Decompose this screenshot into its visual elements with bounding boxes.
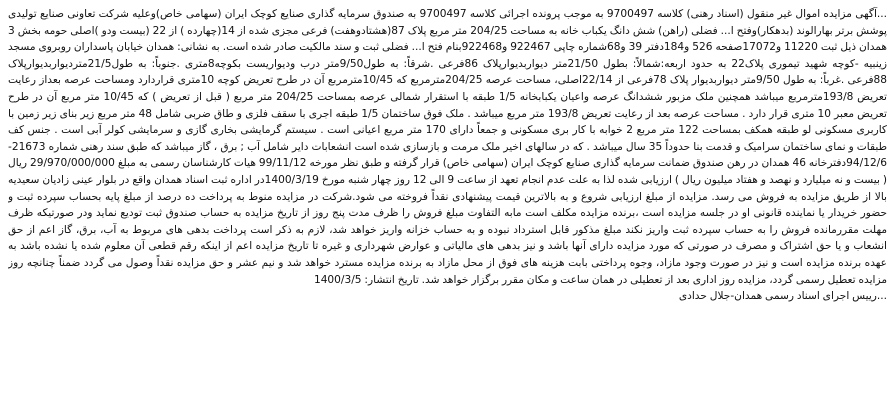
auction-notice xyxy=(8,6,887,405)
notice-signature: ...رییس اجرای اسناد رسمی همدان-جلال حدادی xyxy=(678,290,887,303)
notice-body-text: ...آگهی مزایده اموال غیر منقول (اسناد رهنی) کلاسه 9700497 به موجب پرونده اجرائی کلاسه 9700497 به صندوق سرمایه گذاری صنایع کوچک ایران (سهامی خاص)وعلیه شرکت تعاونی صنایع تولیدی پوشش برتر بهارالوند (بدهکار)وفتح ا... فضلی (راهن) شش دانگ یکباب خانه به مساحت 204/25 متر مربع پلاک 87(هشتادوهفت) فرعی مجزی شده از 14(چهارده ) از 22 (بیست ودو )اصلی حومه بخش 3 همدان ذیل ثبت 11220 و17072صفحه 526 و184دفتر 39 و68شماره چاپی 922467 و922468بنام فتح ا... فضلی ثبت و سند مالکیت صادر شده است. به نشانی: همدان خیابان پاسداران روبروی مسجد زینبیه -کوچه شهید تیموری پلاک22 به حدود اربعه:شمالاً: بطول 21/50متر دیواربدیوارپلاک 86فرعی .شرقاً: به طول9/50متر درب ودیواریست بکوچه8متری .جنوباً: به طول21/5متردیواربدیوارپلاک 88فرعی .غرباً: به طول 9/50متر دیواربدیوار پلاک 78فرعی از 22/14اصلی، مساحت عرصه 204/25مترمربع که 10/45مترمربع آن در طرح تعریض کوچه 10متری قراردارد ومساحت عرصه بعداز رعایت تعریض 193/8مترمربع میباشد همچنین ملک مزبور ششدانگ عرصه واعیان یکبابخانه 1/5 طبقه با استقرار شمالی عرصه بمساحت 204/25 متر مربع ( قبل از تعریض ) که 10/45 متر مربع آن در طرح تعریض معبر 10 متری قرار دارد . مساحت عرصه بعد از رعایت تعریض 193/8 متر مربع میباشد . ملک فوق ساختمان 1/5 طبقه اجری با سقف فلزی و طاق ضربی شامل 48 متر مربع زیر بنای زیر زمین با کاربری مسکونی لو طبقه همکف بمساحت 122 متر مربع 2 خوابه با کار بری مسکونی و جمعاً دارای 170 متر مربع اعیانی است . سیستم گرمایشی بخاری گازی و سرمایشی کولر آبی است . جنس کف طبقات و نمای ساختمان سرامیک و قدمت بنا حدوداً 35 سال میباشد . که در سالهای اخیر ملک مرمت و بازسازی شده است انشعابات دایر شامل آب ; برق ، گاز میباشد که طبق سند رهنی شماره 21673-94/12/6دفترخانه 46 همدان در رهن صندوق ضمانت سرمایه گذاری صنایع کوچک ایران (سهامی خاص) قرار گرفته و طبق نظر مورخه 99/11/12 هیات کارشناسان رسمی به مبلغ 29/970/000/000 ریال ( بیست و نه میلیارد و نهصد و هفتاد میلیون ریال ) ارزیابی شده لذا به علت عدم انجام تعهد از ساعت 9 الی 12 روز چهار شنبه مورخ 1400/3/19در اداره ثبت اسناد همدان واقع در بلوار عینی زادیان سعیدیه بالا از طریق مزایده به فروش می رسد. مزایده از مبلغ ارزیابی شروع و به بالاترین قیمت پیشنهادی نقداً فروخته می شود.شرکت در مزایده منوط به پرداخت ده درصد از مبلغ پایه بحساب سپرده ثبت و حضور خریدار یا نماینده قانونی او در جلسه مزایده است ،برنده مزایده مکلف است مابه التفاوت مبلغ فروش را ظرف مدت پنج روز از تاریخ مزایده به حساب صندوق ثبت تودیع نماید ودر صورتیکه ظرف مهلت مقررمانده فروش را به حساب سپرده ثبت واریز نکند مبلغ مذکور قابل استرداد نبوده و به حساب خزانه واریز خواهد شد، لازم به ذکر است پرداخت بدهی های مربوط به آب، برق، گاز اعم از حق انشعاب و یا حق اشتراک و مصرف در صورتی که مورد مزایده دارای آنها باشد و نیز بدهی های مالیاتی و عوارض شهرداری و غیره تا تاریخ مزایده اعم از اینکه رقم قطعی آن معلوم شده یا نشده باشد به عهده برنده مزایده است و نیز در صورت وجود مازاد، وجوه پرداختی بابت هزینه های فوق از محل مازاد به برنده مزایده مسترد خواهد شد و نیم عشر و حق مزایده نقداً وصول می گردد ضمناً چنانچه روز مزایده تعطیل رسمی گردد، مزایده روز اداری بعد از تعطیلی در همان ساعت و مکان مقرر برگزار خواهد شد. تاریخ انتشار: 1400/3/5 xyxy=(8,8,887,286)
